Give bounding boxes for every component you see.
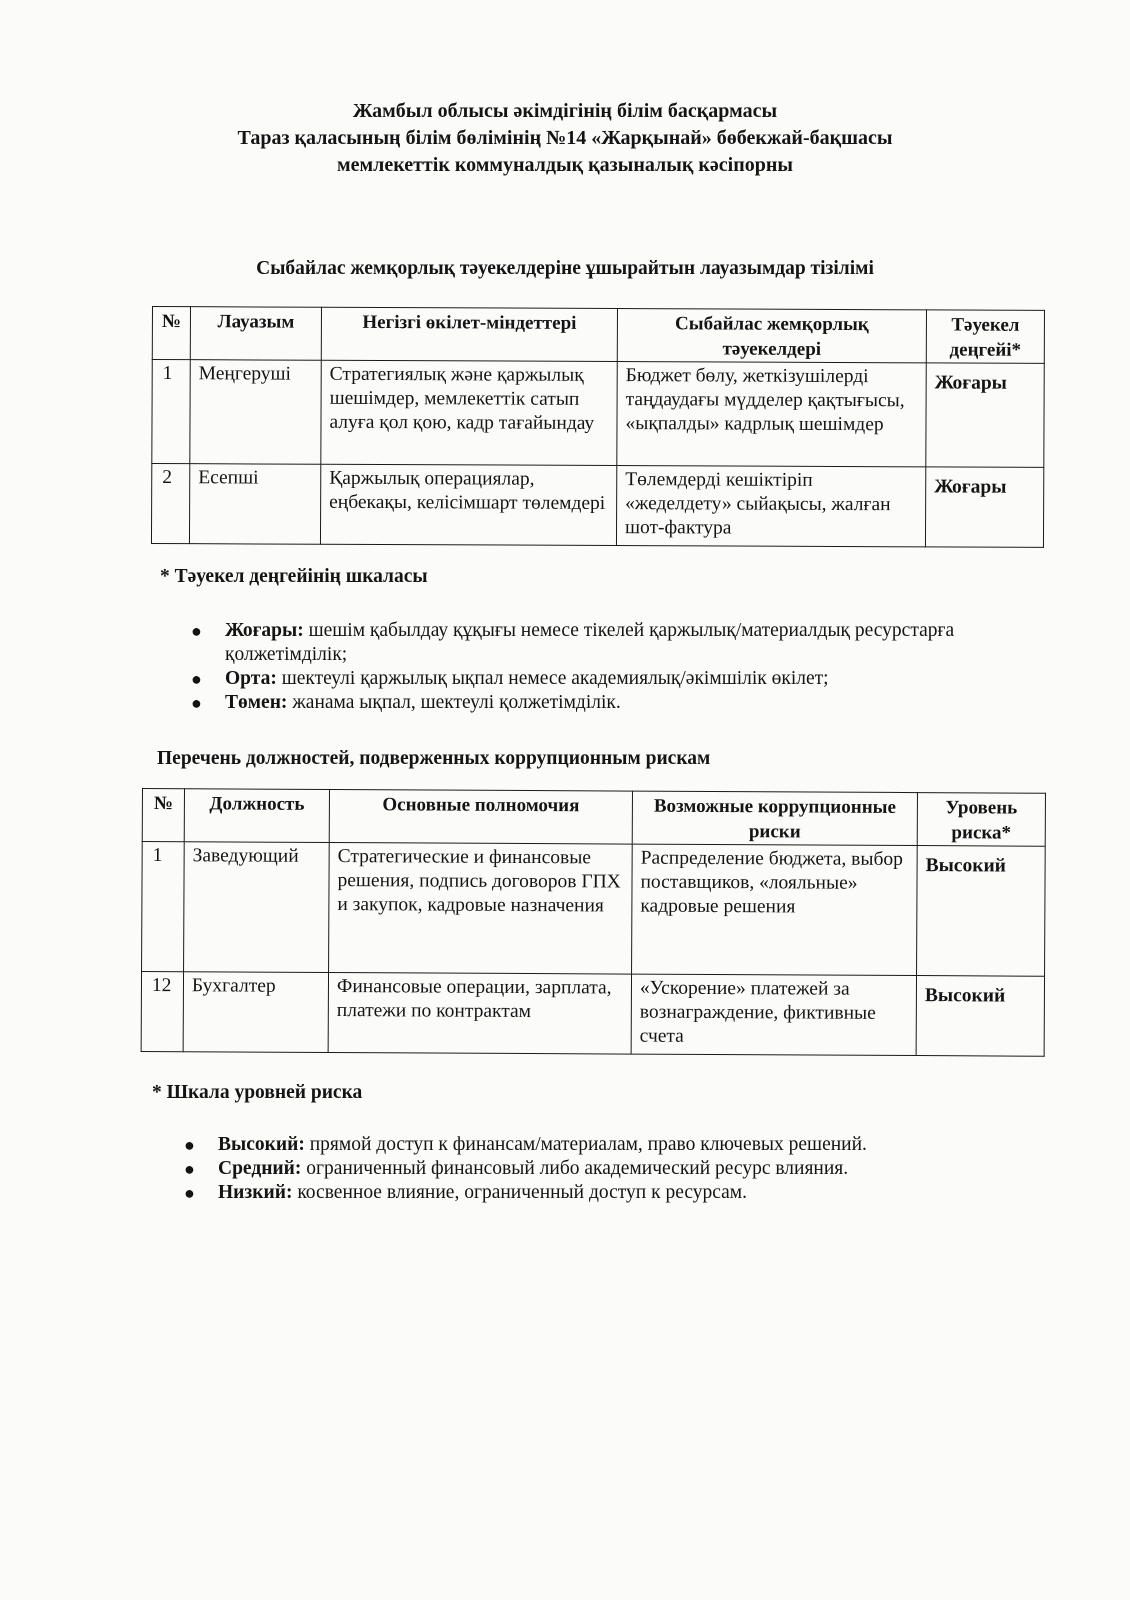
header-line-1: Жамбыл облысы әкімдігінің білім басқармасы bbox=[352, 100, 778, 122]
column-header-position: Лауазым bbox=[190, 307, 321, 361]
scale-text: ограниченный финансовый либо академический ресурс влияния. bbox=[301, 1158, 849, 1179]
header-line-3: мемлекеттік коммуналдық қазыналық кәсіпорны bbox=[336, 154, 793, 176]
table-header-row bbox=[152, 307, 1044, 364]
scale-key: Низкий: bbox=[218, 1182, 293, 1203]
table-header-row bbox=[142, 789, 1045, 847]
column-header-level: Тәуекел деңгейі* bbox=[926, 310, 1044, 364]
bullet-icon: ● bbox=[184, 1159, 195, 1179]
scale-text: шешім қабылдау құқығы немесе тікелей қаржылық/материалдық ресурстарға қолжетімділік; bbox=[225, 620, 955, 665]
row-risks: Бюджет бөлу, жеткізушілерді таңдаудағы мүдделер қақтығысы, «ықпалды» кадрлық шешімдер bbox=[617, 362, 926, 467]
scale-text: косвенное влияние, ограниченный доступ к ресурсам. bbox=[292, 1182, 748, 1203]
column-header-number: № bbox=[152, 307, 190, 360]
scale-key: Төмен: bbox=[225, 692, 288, 713]
ru-risk-scale-list bbox=[184, 1133, 984, 1205]
row-number: 12 bbox=[141, 972, 183, 1052]
row-risk-level: Высокий bbox=[917, 846, 1046, 977]
row-position: Бухгалтер bbox=[183, 972, 328, 1053]
organization-header bbox=[150, 98, 980, 179]
scale-text: шектеулі қаржылық ықпал немесе академиялық/әкімшілік өкілет; bbox=[276, 668, 829, 689]
list-item bbox=[184, 1157, 984, 1181]
row-risks: «Ускорение» платежей за вознаграждение, фиктивные счета bbox=[631, 974, 916, 1055]
row-duties: Стратегиялық және қаржылық шешімдер, мемлекеттік сатып алуға қол қою, кадр тағайындау bbox=[321, 360, 617, 465]
column-header-number: № bbox=[142, 789, 184, 842]
scale-key: Средний: bbox=[218, 1158, 302, 1179]
table-row bbox=[151, 464, 1043, 548]
column-header-position: Должность bbox=[184, 789, 329, 843]
scale-key: Орта: bbox=[225, 668, 277, 689]
row-risk-level: Жоғары bbox=[925, 467, 1043, 548]
table-row bbox=[152, 360, 1044, 468]
column-header-level: Уровень риска* bbox=[917, 793, 1045, 847]
header-line-2: Тараз қаласының білім бөлімінің №14 «Жарқынай» бөбекжай-бақшасы bbox=[237, 127, 893, 149]
row-position: Меңгеруші bbox=[190, 360, 321, 465]
bullet-icon: ● bbox=[191, 693, 202, 713]
ru-table-title: Перечень должностей, подверженных коррупционным рискам bbox=[157, 748, 711, 769]
bullet-icon: ● bbox=[191, 669, 202, 689]
row-risks: Төлемдерді кешіктіріп «жеделдету» сыйақысы, жалған шот-фактура bbox=[616, 466, 925, 547]
ru-positions-table bbox=[141, 788, 1046, 1057]
table-row bbox=[142, 842, 1046, 977]
scale-text: прямой доступ к финансам/материалам, право ключевых решений. bbox=[304, 1134, 867, 1155]
list-item bbox=[191, 667, 961, 691]
list-item bbox=[191, 691, 961, 715]
row-position: Есепші bbox=[189, 464, 320, 545]
row-duties: Қаржылық операциялар, еңбекақы, келісімшарт төлемдері bbox=[320, 464, 616, 545]
column-header-risks: Возможные коррупционные риски bbox=[632, 791, 917, 845]
scale-key: Высокий: bbox=[218, 1134, 305, 1155]
row-number: 1 bbox=[152, 360, 190, 464]
scale-key: Жоғары: bbox=[225, 620, 304, 641]
table-row bbox=[141, 972, 1044, 1057]
row-duties: Стратегические и финансовые решения, подпись договоров ГПХ и закупок, кадровые назначения bbox=[329, 842, 633, 974]
row-position: Заведующий bbox=[184, 842, 330, 973]
bullet-icon: ● bbox=[191, 621, 202, 641]
ru-scale-title: * Шкала уровней риска bbox=[152, 1082, 363, 1103]
column-header-duties: Негізгі өкілет-міндеттері bbox=[321, 307, 617, 361]
list-item bbox=[191, 619, 961, 667]
scale-text: жанама ықпал, шектеулі қолжетімділік. bbox=[287, 692, 621, 713]
row-number: 1 bbox=[142, 842, 185, 972]
list-item bbox=[184, 1181, 984, 1205]
row-risks: Распределение бюджета, выбор поставщиков, «лояльные» кадровые решения bbox=[632, 844, 918, 975]
column-header-duties: Основные полномочия bbox=[329, 789, 632, 844]
row-risk-level: Высокий bbox=[916, 976, 1044, 1057]
list-item bbox=[184, 1133, 984, 1157]
row-risk-level: Жоғары bbox=[926, 363, 1044, 468]
kz-risk-scale-list bbox=[191, 619, 961, 715]
row-number: 2 bbox=[151, 464, 189, 544]
row-duties: Финансовые операции, зарплата, платежи по контрактам bbox=[328, 972, 631, 1054]
kz-table-title: Сыбайлас жемқорлық тәуекелдеріне ұшырайтын лауазымдар тізілімі bbox=[256, 258, 874, 279]
kz-scale-title: * Тәуекел деңгейінің шкаласы bbox=[160, 566, 428, 587]
bullet-icon: ● bbox=[184, 1183, 195, 1203]
kz-positions-table bbox=[151, 306, 1045, 548]
column-header-risks: Сыбайлас жемқорлық тәуекелдері bbox=[617, 309, 926, 363]
bullet-icon: ● bbox=[184, 1135, 195, 1155]
